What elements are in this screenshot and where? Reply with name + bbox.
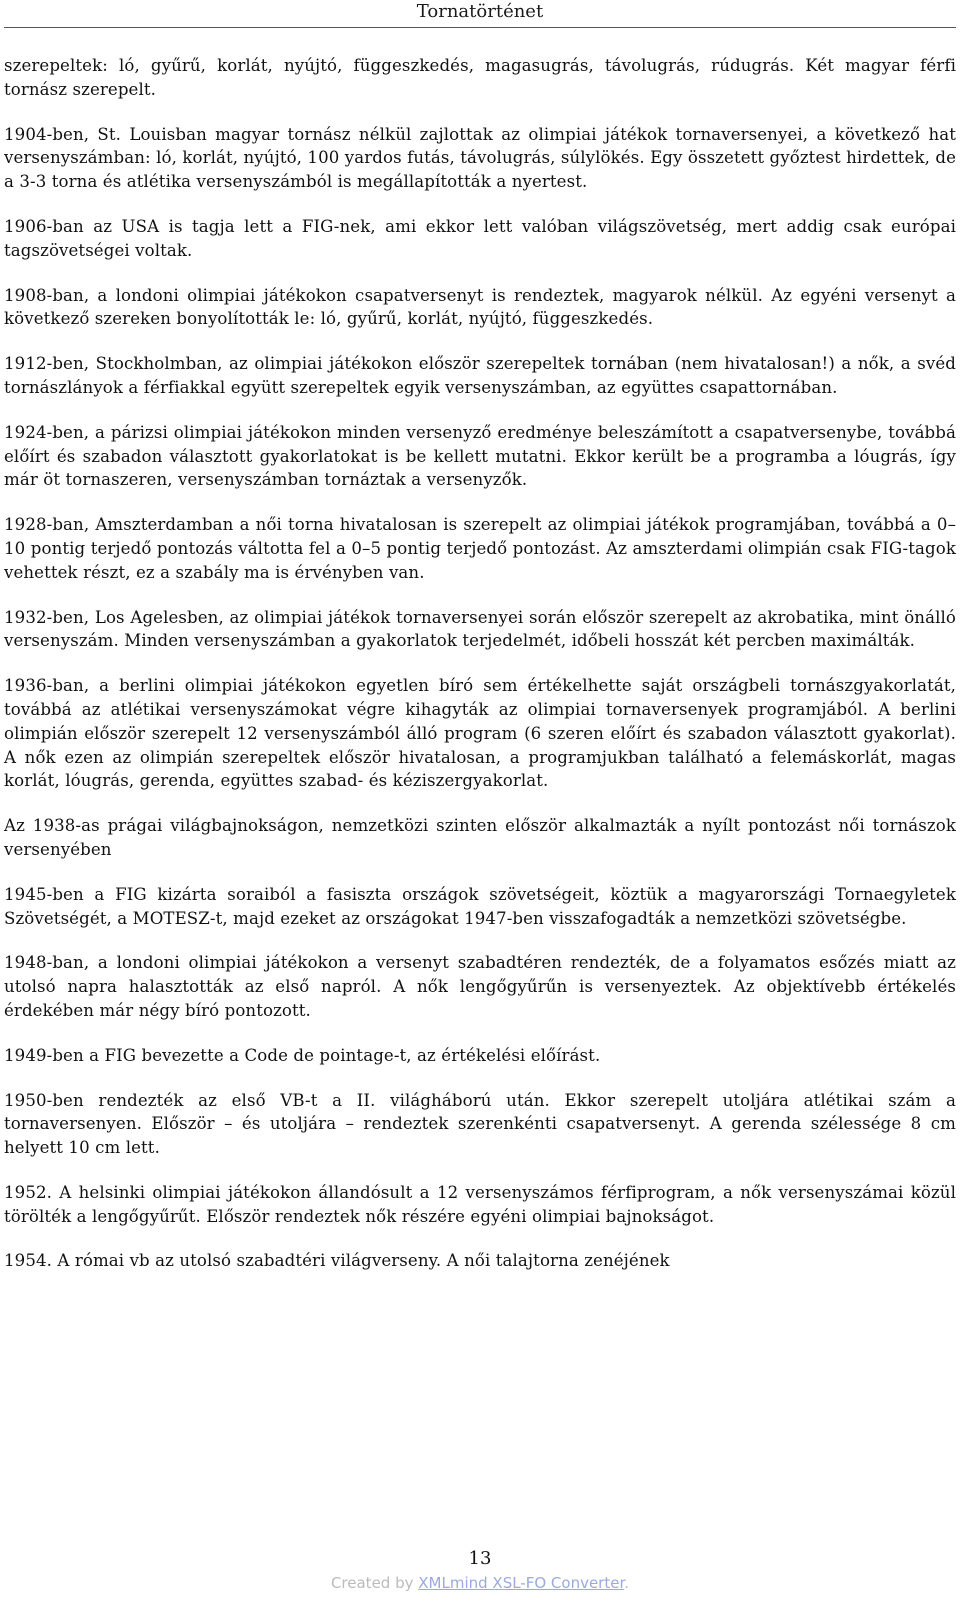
paragraph-1924: 1924-ben, a párizsi olimpiai játékokon minden versenyző eredménye beleszámított a csapatversenybe, továbbá előírt és szabadon választott gyakorlatokat is be kellett mutatni. Ekkor került be a programba a lóugrás, így már öt tornaszeren, versenyszámban tornáztak a versenyzők. (4, 422, 956, 490)
paragraph-1936: 1936-ban, a berlini olimpiai játékokon egyetlen bíró sem értékelhette saját országbeli tornászgyakorlatát, továbbá az atlétikai versenyszámokat végre kihagyták az olimpiai tornaversenyek programjából. A berlini olimpián először szerepelt 12 versenyszámból álló program (6 szeren előírt és szabadon választott gyakorlat). A nők ezen az olimpián szerepeltek először hivatalosan, a programjukban található a felemáskorlát, magas korlát, lóugrás, gerenda, együttes szabad- és kéziszergyakorlat. (4, 676, 956, 791)
paragraph-1904: 1904-ben, St. Louisban magyar tornász nélkül zajlottak az olimpiai játékok tornaversenyei, a következő hat versenyszámban: ló, korlát, nyújtó, 100 yardos futás, távolugrás, súlylökés. Egy összetett győztest hirdettek, de a 3-3 torna és atlétika versenyszámból is megállapították a nyertest. (4, 124, 956, 192)
document-title: Tornatörténet (416, 1, 544, 22)
page-body (4, 54, 956, 1294)
paragraph-1948: 1948-ban, a londoni olimpiai játékokon a versenyt szabadtéren rendezték, de a folyamatos esőzés miatt az utolsó napra halasztották az első napról. A nők lengőgyűrűn is versenyeztek. Az objektívebb értékelés érdekében már négy bíró pontozott. (4, 953, 956, 1020)
paragraph-1912: 1912-ben, Stockholmban, az olimpiai játékokon először szerepeltek tornában (nem hivatalosan!) a nők, a svéd tornászlányok a férfiakkal együtt szerepeltek egyik versenyszámban, az együttes csapattornában. (4, 354, 956, 397)
header-divider (4, 27, 956, 28)
footer-credit (0, 1572, 960, 1594)
running-header (0, 0, 960, 24)
paragraph-1928: 1928-ban, Amszterdamban a női torna hivatalosan is szerepelt az olimpiai játékok programjában, továbbá a 0–10 pontig terjedő pontozás váltotta fel a 0–5 pontig terjedő pontozást. Az amszterdami olimpián csak FIG-tagok vehettek részt, ez a szabály ma is érvényben van. (4, 515, 956, 582)
paragraph-1950: 1950-ben rendezték az első VB-t a II. világháború után. Ekkor szerepelt utoljára atlétikai szám a tornaversenyen. Először – és utoljára – rendeztek szerenkénti csapatversenyt. A gerenda szélessége 8 cm helyett 10 cm lett. (4, 1090, 956, 1158)
page-number: 13 (468, 1548, 492, 1569)
paragraph-1949: 1949-ben a FIG bevezette a Code de pointage-t, az értékelési előírást. (4, 1045, 601, 1065)
footer-suffix: . (624, 1574, 630, 1592)
converter-link[interactable]: XMLmind XSL-FO Converter (418, 1574, 625, 1592)
footer-prefix: Created by (330, 1574, 419, 1592)
paragraph-1945: 1945-ben a FIG kizárta soraiból a fasiszta országok szövetségeit, köztük a magyarországi Tornaegyletek Szövetségét, a MOTESZ-t, majd ezeket az országokat 1947-ben visszafogadták a nemzetközi szövetségbe. (4, 884, 956, 928)
paragraph-1908: 1908-ban, a londoni olimpiai játékokon csapatversenyt is rendeztek, magyarok nélkül. Az egyéni versenyt a következő szereken bonyolították le: ló, gyűrű, korlát, nyújtó, függeszkedés. (4, 285, 956, 329)
paragraph-1952: 1952. A helsinki olimpiai játékokon állandósult a 12 versenyszámos férfiprogram, a nők versenyszámai közül törölték a lengőgyűrűt. Először rendeztek nők részére egyéni olimpiai bajnokságot. (4, 1182, 956, 1226)
paragraph-1906: 1906-ban az USA is tagja lett a FIG-nek, ami ekkor lett valóban világszövetség, mert addig csak európai tagszövetségei voltak. (4, 216, 956, 260)
paragraph-1932: 1932-ben, Los Agelesben, az olimpiai játékok tornaversenyei során először szerepelt az akrobatika, mint önálló versenyszám. Minden versenyszámban a gyakorlatok terjedelmét, időbeli hosszát két percben maximálták. (4, 607, 956, 651)
paragraph-1954: 1954. A római vb az utolsó szabadtéri világverseny. A női talajtorna zenéjének (4, 1251, 670, 1271)
paragraph-1938: Az 1938-as prágai világbajnokságon, nemzetközi szinten először alkalmazták a nyílt pontozást női tornászok versenyében (4, 816, 956, 859)
paragraph-continuation: szerepeltek: ló, gyűrű, korlát, nyújtó, függeszkedés, magasugrás, távolugrás, rúdugrás. Két magyar férfi tornász szerepelt. (4, 56, 956, 99)
